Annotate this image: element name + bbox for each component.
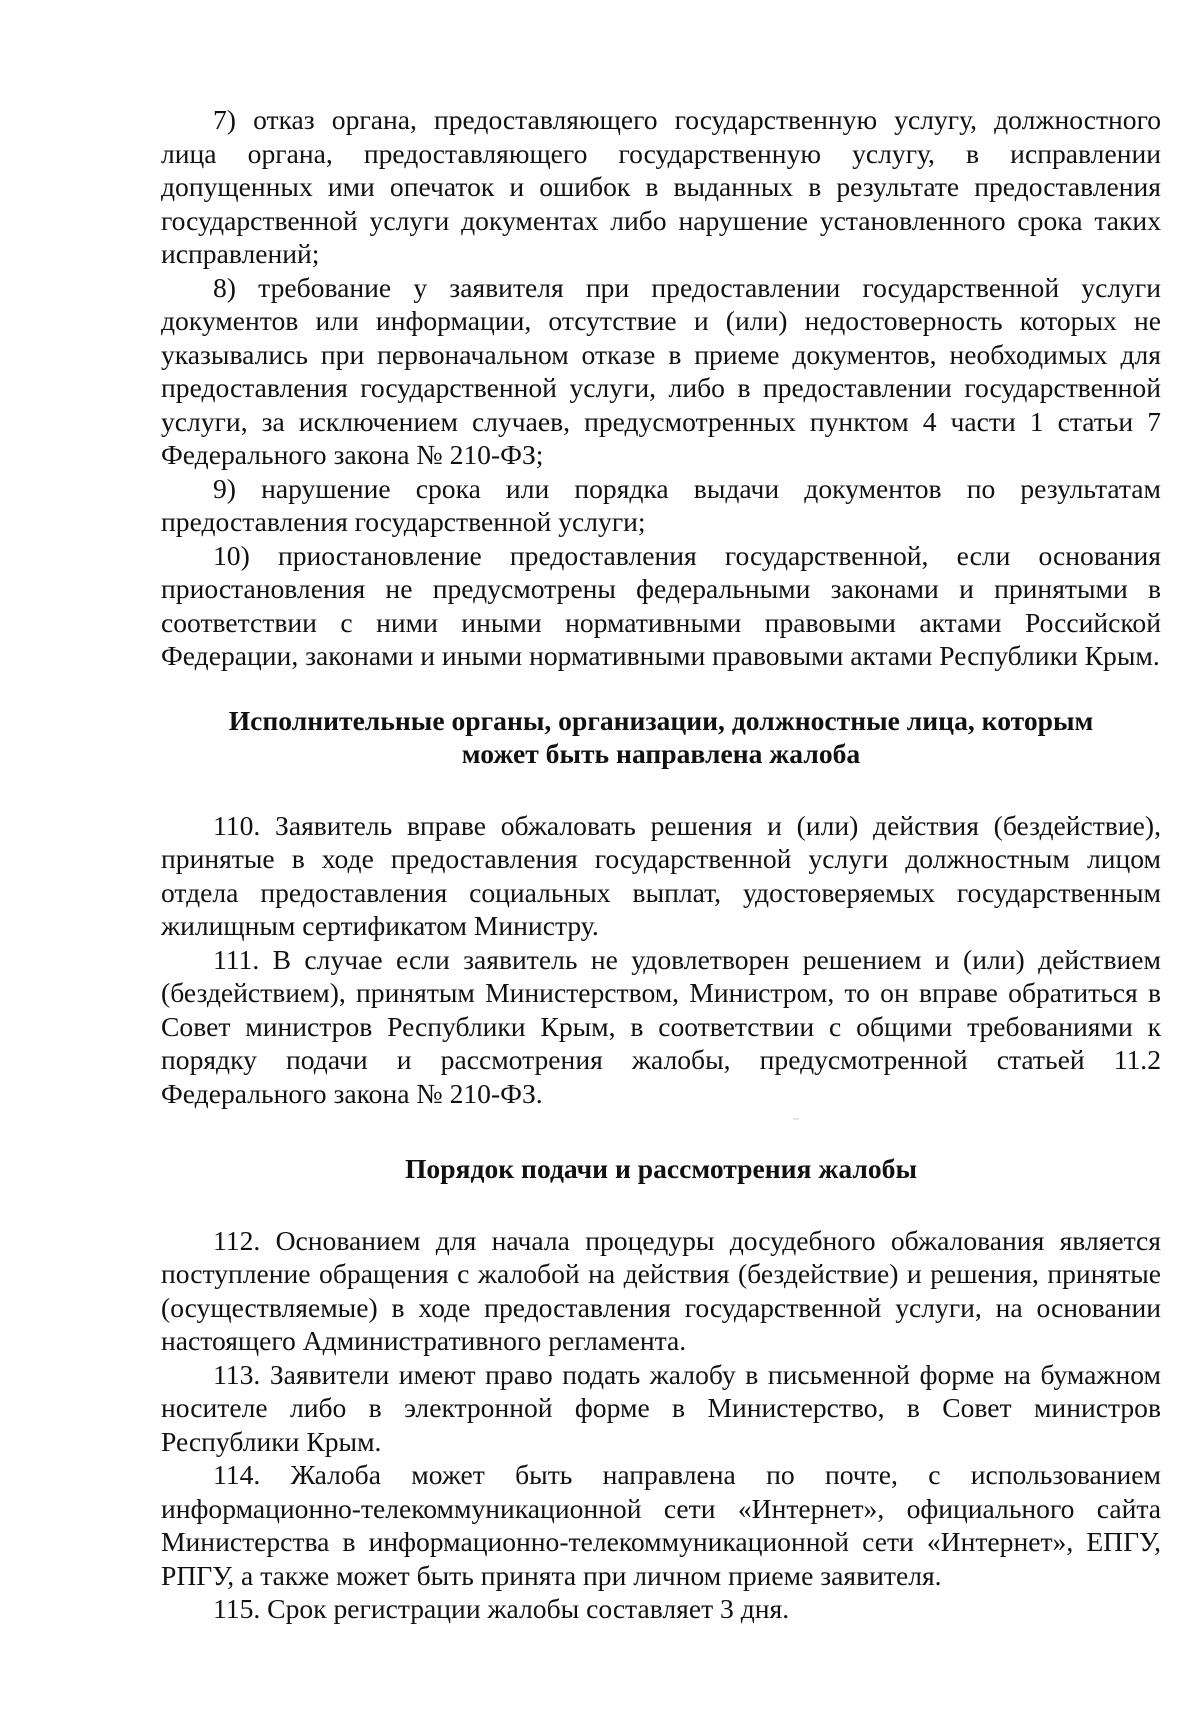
section-heading-authorities: Исполнительные органы, организации, должностные лица, которым может быть направлена жалоба (228, 704, 1094, 769)
scan-speck (793, 1118, 799, 1120)
list-item-7: 7) отказ органа, предоставляющего государственную услугу, должностного лица органа, предоставляющего государственную услугу, в исправлении допущенных ими опечаток и ошибок в выданных в результате предоставления государственной услуги документах либо нарушение установленного срока таких исправлений; (161, 104, 1161, 269)
clause-113: 113. Заявители имеют право подать жалобу в письменной форме на бумажном носителе либо в электронной форме в Министерство, в Совет министров Республики Крым. (161, 1358, 1161, 1457)
section-heading-procedure: Порядок подачи и рассмотрения жалобы (404, 1153, 918, 1184)
clause-110: 110. Заявитель вправе обжаловать решения и (или) действия (бездействие), принятые в ходе предоставления государственной услуги должностным лицом отдела предоставления социальных выплат, удостоверяемых государственным жилищным сертификатом Министру. (161, 809, 1161, 941)
list-item-10: 10) приостановление предоставления государственной, если основания приостановления не предусмотрены федеральными законами и принятыми в соответствии с ними иными нормативными правовыми актами Российской Федерации, законами и иными нормативными правовыми актами Республики Крым. (161, 539, 1161, 671)
document-body (161, 103, 1161, 1626)
clause-112: 112. Основанием для начала процедуры досудебного обжалования является поступление обращения с жалобой на действия (бездействие) и решения, принятые (осуществляемые) в ходе предоставления государственной услуги, на основании настоящего Административного регламента. (161, 1224, 1161, 1356)
list-item-9: 9) нарушение срока или порядка выдачи документов по результатам предоставления государственной услуги; (161, 472, 1161, 537)
list-item-8: 8) требование у заявителя при предоставлении государственной услуги документов или информации, отсутствие и (или) недостоверность которых не указывались при первоначальном отказе в приеме документов, необходимых для предоставления государственной услуги, либо в предоставлении государственной услуги, за исключением случаев, предусмотренных пунктом 4 части 1 статьи 7 Федерального закона № 210-ФЗ; (161, 271, 1161, 470)
clause-115: 115. Срок регистрации жалобы составляет 3 дня. (213, 1593, 790, 1624)
clause-114: 114. Жалоба может быть направлена по почте, с использованием информационно-телекоммуникационной сети «Интернет», официального сайта Министерства в информационно-телекоммуникационной сети «Интернет», ЕПГУ, РПГУ, а также может быть принята при личном приеме заявителя. (161, 1459, 1161, 1591)
clause-111: 111. В случае если заявитель не удовлетворен решением и (или) действием (бездействием), принятым Министерством, Министром, то он вправе обратиться в Совет министров Республики Крым, в соответствии с общими требованиями к порядку подачи и рассмотрения жалобы, предусмотренной статьей 11.2 Федерального закона № 210-ФЗ. (161, 943, 1161, 1109)
